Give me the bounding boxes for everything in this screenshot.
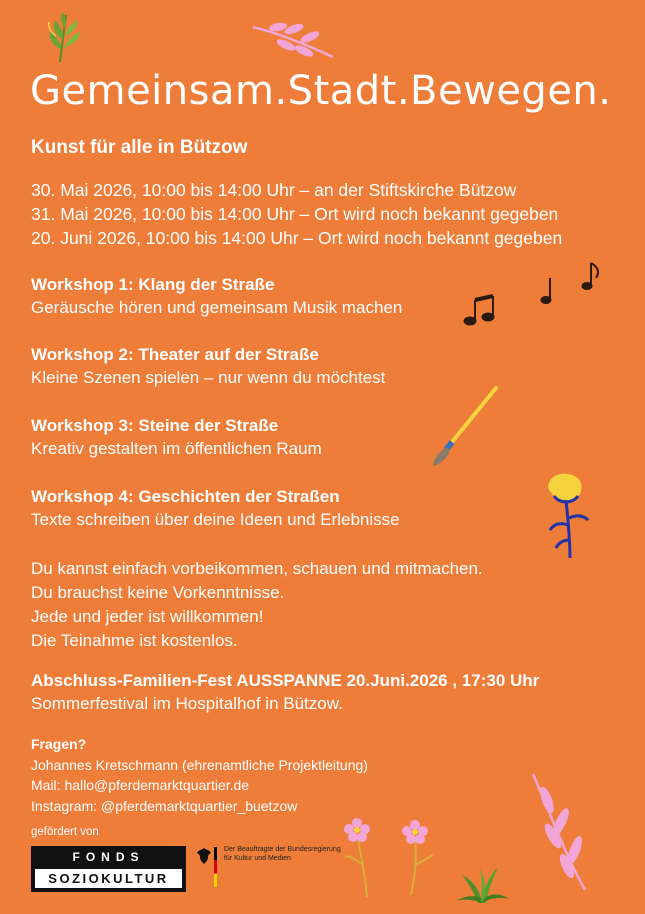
pink-branch-icon: [248, 15, 338, 63]
workshop-desc: Kleine Szenen spielen – nur wenn du möchtest: [31, 368, 386, 387]
federal-eagle-icon: [196, 847, 212, 865]
date-line: 31. Mai 2026, 10:00 bis 14:00 Uhr – Ort wird noch bekannt gegeben: [31, 204, 559, 224]
pink-flowers-icon: [335, 815, 445, 900]
workshop-desc: Kreativ gestalten im öffentlichen Raum: [31, 439, 322, 458]
fest-block: [31, 671, 539, 715]
contact-mail[interactable]: Mail: hallo@pferdemarktquartier.de: [31, 777, 250, 793]
date-line: 30. Mai 2026, 10:00 bis 14:00 Uhr – an der Stiftskirche Bützow: [31, 180, 517, 200]
workshop-title: Workshop 2: Theater auf der Straße: [31, 345, 319, 364]
bkm-line1: Der Beauftragte der Bundesregierung: [224, 846, 341, 853]
german-flag-bar: [214, 847, 217, 887]
fonds-logo-line1: FONDS: [72, 850, 145, 864]
yellow-flower-icon: [540, 470, 600, 560]
workshop-1: [31, 274, 402, 319]
contact-instagram[interactable]: Instagram: @pferdemarktquartier_buetzow: [31, 797, 298, 814]
subtitle: Kunst für alle in Bützow: [31, 137, 248, 158]
workshop-2: [31, 344, 385, 389]
bkm-line2: für Kultur und Medien: [224, 854, 291, 862]
workshop-title: Workshop 3: Steine der Straße: [31, 416, 279, 435]
fonds-logo-line2: SOZIOKULTUR: [35, 869, 182, 888]
workshop-3: [31, 415, 322, 460]
info-line: Du kannst einfach vorbeikommen, schauen und mitmachen.: [31, 559, 483, 578]
workshop-desc: Geräusche hören und gemeinsam Musik machen: [31, 298, 403, 317]
pink-branch-icon: [525, 770, 595, 895]
funded-by-label: gefördert von: [31, 826, 99, 838]
fest-desc: Sommerfestival im Hospitalhof in Bützow.: [31, 694, 343, 713]
fonds-soziokultur-logo: [31, 846, 186, 892]
music-notes-icon: [458, 258, 608, 330]
info-line: Die Teinahme ist kostenlos.: [31, 631, 238, 650]
workshop-desc: Texte schreiben über deine Ideen und Erlebnisse: [31, 510, 400, 529]
workshop-title: Workshop 1: Klang der Straße: [31, 275, 275, 294]
fest-title: Abschluss-Familien-Fest AUSSPANNE 20.Juni.2026 , 17:30 Uhr: [31, 671, 540, 690]
page-title: Gemeinsam.Stadt.Bewegen.: [30, 68, 612, 114]
date-line: 20. Juni 2026, 10:00 bis 14:00 Uhr – Ort wird noch bekannt gegeben: [31, 228, 563, 248]
paintbrush-icon: [428, 384, 503, 469]
contact-block: [31, 734, 368, 816]
green-plant-icon: [452, 855, 512, 905]
info-line: Du brauchst keine Vorkenntnisse.: [31, 583, 285, 602]
bkm-label: [224, 846, 341, 863]
workshop-4: [31, 486, 400, 531]
dates-list: [31, 178, 562, 250]
info-line: Jede und jeder ist willkommen!: [31, 607, 264, 626]
leaf-icon: [42, 10, 92, 65]
workshop-title: Workshop 4: Geschichten der Straßen: [31, 487, 340, 506]
contact-heading: Fragen?: [31, 736, 87, 752]
contact-name: Johannes Kretschmann (ehrenamtliche Projektleitung): [31, 756, 368, 773]
info-block: [31, 557, 483, 653]
